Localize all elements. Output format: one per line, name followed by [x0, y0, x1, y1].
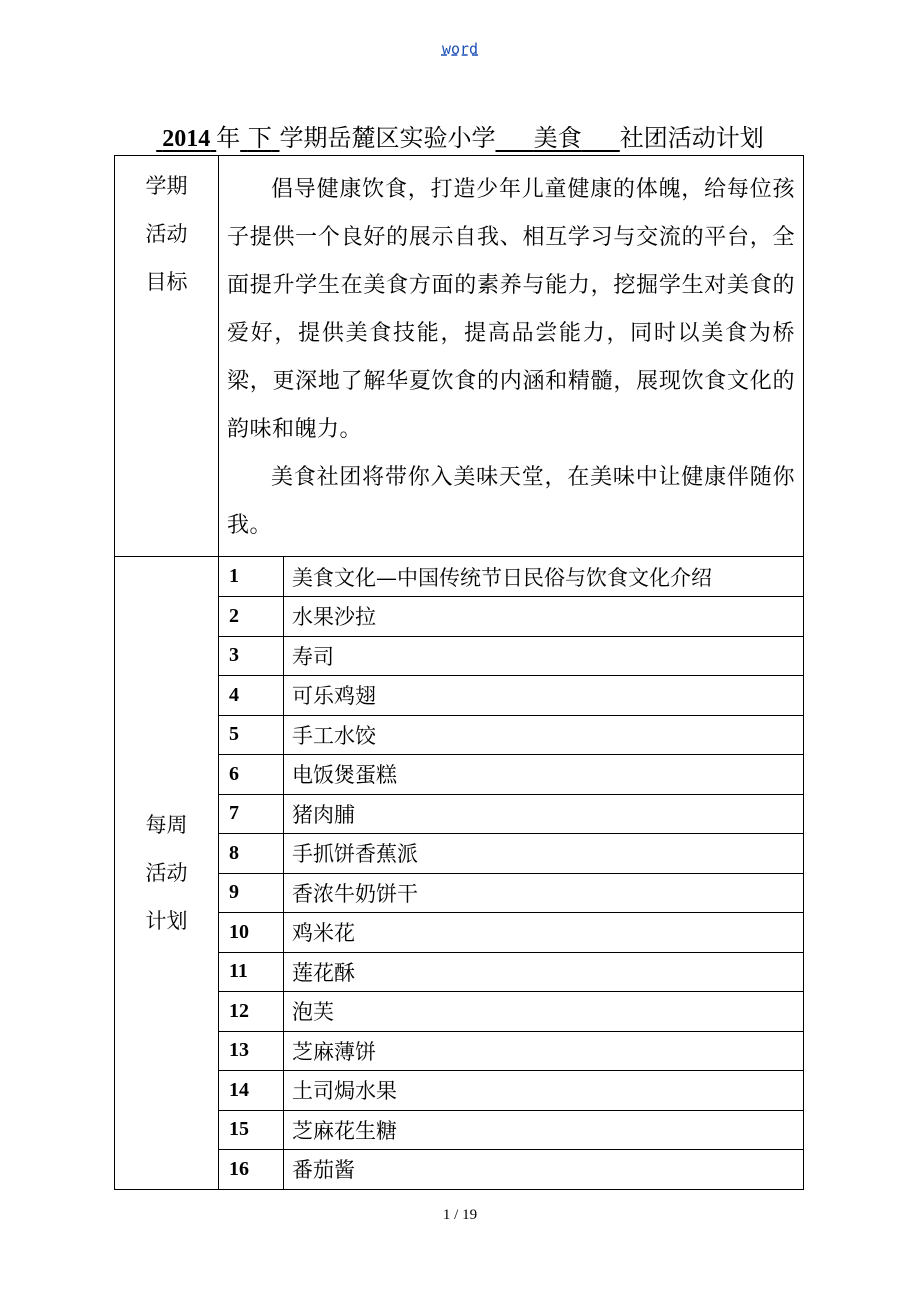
activity-row [219, 992, 803, 1032]
header-word-text[interactable]: word [441, 40, 479, 58]
plan-table [114, 155, 804, 1190]
weekly-label-line: 计划 [145, 908, 188, 933]
activity-row [219, 676, 803, 716]
activity-number: 5 [219, 715, 284, 755]
activity-name: 猪肉脯 [284, 794, 804, 834]
activity-number: 15 [219, 1110, 284, 1150]
title-club: 美食 [533, 124, 582, 152]
goal-label-line: 目标 [145, 270, 188, 294]
activity-number: 14 [219, 1071, 284, 1111]
activity-row [219, 1031, 803, 1071]
weekly-row [115, 557, 804, 1190]
activity-name: 鸡米花 [284, 913, 804, 953]
activity-row [219, 913, 803, 953]
activity-name: 泡芙 [284, 992, 804, 1032]
goal-label-cell [115, 156, 219, 557]
title-school: 学期岳麓区实验小学 [279, 124, 496, 152]
activity-number: 1 [219, 557, 284, 597]
activity-number: 13 [219, 1031, 284, 1071]
weekly-label-line: 活动 [145, 860, 188, 885]
activity-number: 3 [219, 636, 284, 676]
title-term: 下 [247, 124, 272, 152]
activity-number: 2 [219, 597, 284, 637]
goal-label-line: 活动 [145, 222, 188, 246]
activity-name: 寿司 [284, 636, 804, 676]
activity-row [219, 873, 803, 913]
activity-row [219, 1110, 803, 1150]
activity-name: 番茄酱 [292, 1158, 355, 1183]
activity-table [219, 557, 803, 1189]
activity-name: 手抓饼香蕉派 [284, 834, 804, 874]
activity-number: 8 [219, 834, 284, 874]
activity-row [219, 794, 803, 834]
activity-row [219, 1150, 803, 1189]
activity-name: 美食文化—中国传统节日民俗与饮食文化介绍 [284, 557, 804, 597]
activity-name: 香浓牛奶饼干 [284, 873, 804, 913]
activity-row [219, 1071, 803, 1111]
activity-row [219, 715, 803, 755]
activity-name: 水果沙拉 [284, 597, 804, 637]
weekly-label-cell [115, 557, 219, 1190]
activity-number: 7 [219, 794, 284, 834]
activity-number: 4 [219, 676, 284, 716]
activity-name: 土司焗水果 [284, 1071, 804, 1111]
title-year: 2014 [162, 126, 211, 152]
activity-number: 6 [219, 755, 284, 795]
title-plan: 社团活动计划 [619, 124, 764, 152]
activity-number: 9 [219, 873, 284, 913]
page-indicator: 1 / 19 [442, 1207, 478, 1223]
activity-number: 11 [219, 952, 284, 992]
page-title [0, 118, 920, 153]
weekly-list-cell [219, 557, 804, 1190]
activity-number: 16 [219, 1150, 284, 1189]
activity-row [219, 597, 803, 637]
activity-row [219, 834, 803, 874]
weekly-label-line: 每周 [145, 812, 188, 837]
goal-paragraph: 倡导健康饮食，打造少年儿童健康的体魄，给每位孩子提供一个良好的展示自我、相互学习与交流的平台，全面提升学生在美食方面的素养与能力，挖掘学生对美食的爱好，提供美食技能，提高品尝能力，同时以美食为桥梁，更深地了解华夏饮食的内涵和精髓，展现饮食文化的韵味和魄力。 [227, 177, 795, 442]
activity-number: 10 [219, 913, 284, 953]
title-year-suffix: 年 [216, 124, 241, 152]
goal-label-line: 学期 [145, 174, 188, 198]
goal-paragraph: 美食社团将带你入美味天堂，在美味中让健康伴随你我。 [227, 465, 795, 538]
activity-name: 芝麻薄饼 [284, 1031, 804, 1071]
activity-name: 电饭煲蛋糕 [284, 755, 804, 795]
activity-name: 可乐鸡翅 [284, 676, 804, 716]
goal-text-cell [219, 156, 804, 557]
activity-name: 莲花酥 [284, 952, 804, 992]
activity-row [219, 636, 803, 676]
activity-name: 手工水饺 [284, 715, 804, 755]
goal-row [115, 156, 804, 557]
activity-row [219, 557, 803, 597]
activity-number: 12 [219, 992, 284, 1032]
activity-row [219, 952, 803, 992]
activity-name: 芝麻花生糖 [284, 1110, 804, 1150]
activity-row [219, 755, 803, 795]
header-word-link[interactable] [0, 40, 920, 58]
